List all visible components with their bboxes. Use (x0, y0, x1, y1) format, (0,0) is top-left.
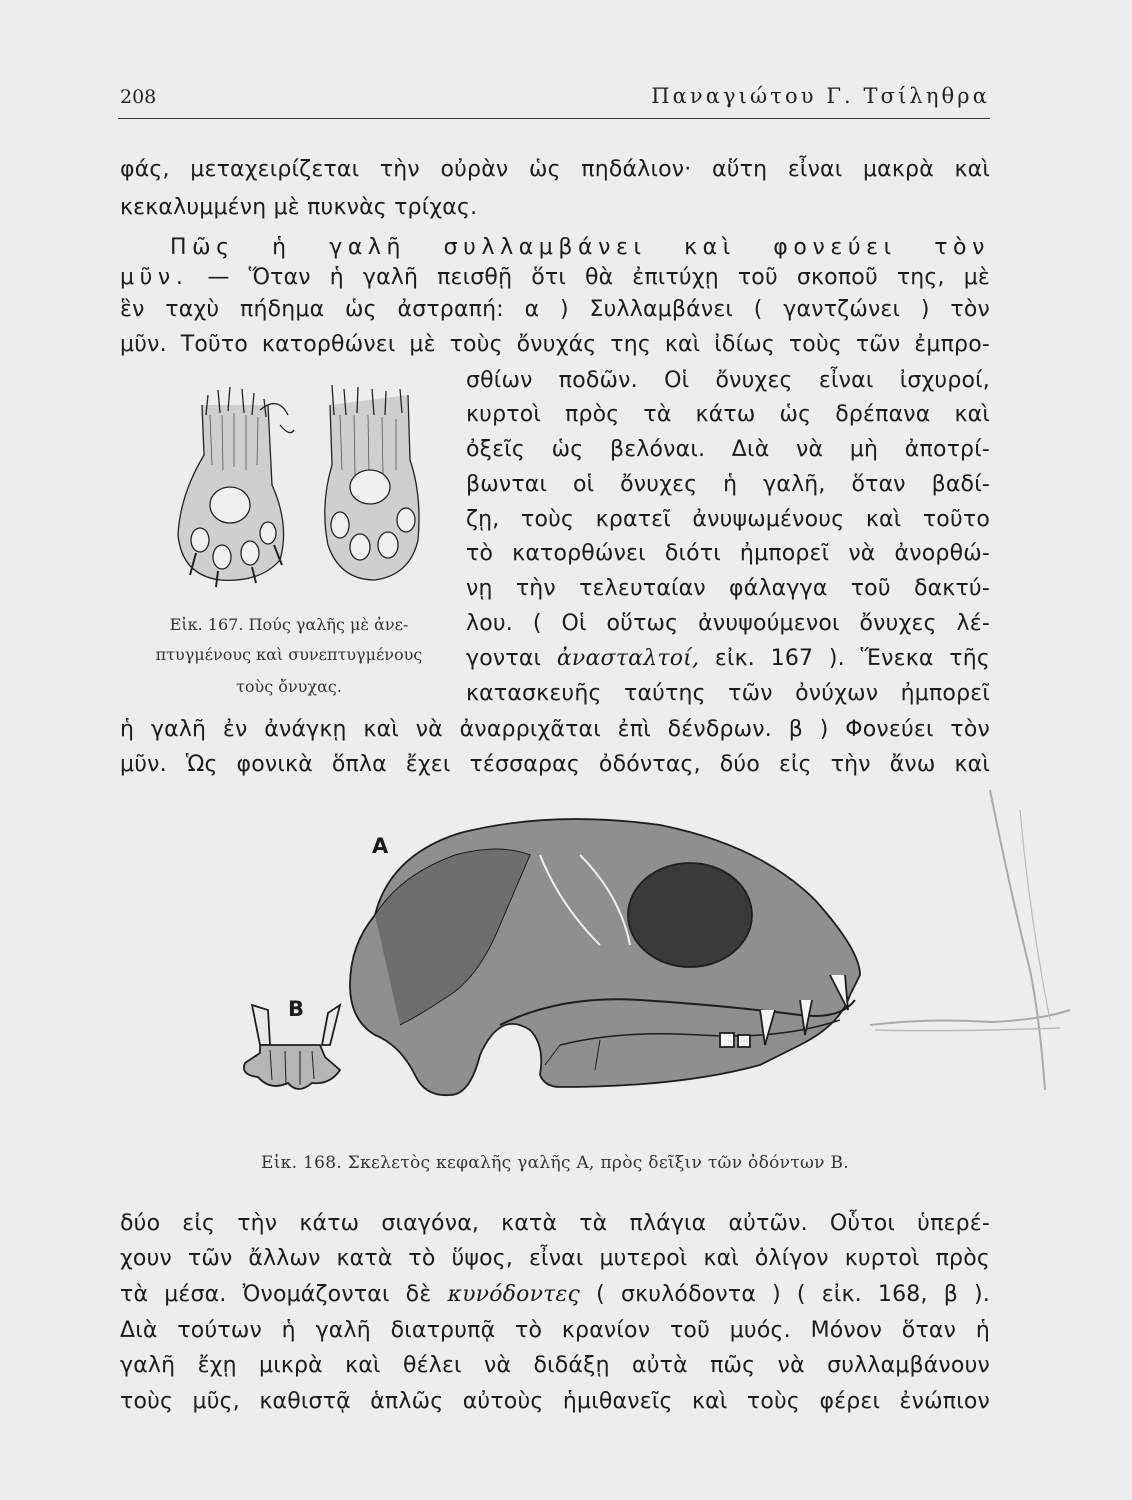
text-line: μῦν. Ὡς φονικὰ ὅπλα ἔχει τέσσαρας ὀδόντας, δύο εἰς τὴν ἄνω καὶ (120, 752, 990, 777)
figure-168-label-b: B (288, 997, 305, 1021)
figure-167-caption-line: τοὺς ὄνυχας. (236, 677, 342, 696)
text-line (120, 1281, 990, 1309)
text-line: τὸ κατορθώνει διότι ἠμπορεῖ νὰ ἀνορθώ- (466, 541, 990, 566)
section-heading: Πῶς ἡ γαλῆ συλλαμβάνει καὶ φονεύει τὸν (170, 235, 990, 260)
figure-168-label-a: A (372, 834, 389, 858)
text-line: ἓν ταχὺ πήδημα ὡς ἀστραπή: α ) Συλλαμβάνει ( γαντζώνει ) τὸν (120, 297, 990, 322)
term-italic: ἀνασταλτοί, (556, 646, 700, 671)
figure-167-caption-line: Εἰκ. 167. Πούς γαλῆς μὲ ἀνε- (169, 615, 409, 634)
figure-168-caption: Εἰκ. 168. Σκελετὸς κεφαλῆς γαλῆς Α, πρὸς δεῖξιν τῶν ὀδόντων Β. (260, 1153, 850, 1173)
section-heading-cont: μῦν. (120, 265, 189, 290)
text-line: κατασκευῆς ταύτης τῶν ὀνύχων ἠμπορεῖ (466, 681, 990, 706)
text-line: χουν τῶν ἄλλων κατὰ τὸ ὕψος, εἶναι μυτεροὶ καὶ ὀλίγον κυρτοὶ πρὸς (120, 1246, 990, 1271)
text-span: ( σκυλόδοντα ) ( εἰκ. 168, β ). (596, 1282, 990, 1307)
page-number: 208 (120, 86, 157, 108)
text-line (466, 645, 990, 673)
text-line: σθίων ποδῶν. Οἱ ὄνυχες εἶναι ἰσχυροί, (466, 368, 990, 393)
text-line: μῦν. Τοῦτο κατορθώνει μὲ τοὺς ὄνυχάς της καὶ ἰδίως τοὺς τῶν ἐμπρο- (120, 332, 990, 357)
text-span: τὰ μέσα. Ὀνομάζονται δὲ (120, 1282, 432, 1307)
header-rule (118, 118, 990, 119)
text-line (120, 264, 990, 292)
text-span: εἰκ. 167 ). Ἕνεκα τῆς (714, 646, 990, 671)
term-italic: κυνόδοντες (447, 1282, 581, 1307)
text-line: ὀξεῖς ὡς βελόναι. Διὰ νὰ μὴ ἀποτρί- (466, 437, 990, 462)
text-line: ζῃ, τοὺς κρατεῖ ἀνυψωμένους καὶ τοῦτο (466, 507, 990, 532)
text-span: γονται (466, 646, 542, 671)
text-line: Διὰ τούτων ἡ γαλῆ διατρυπᾷ τὸ κρανίον τοῦ μυός. Μόνον ὅταν ἡ (120, 1318, 990, 1343)
text-line: βωνται οἱ ὄνυχες ἡ γαλῆ, ὅταν βαδί- (466, 472, 990, 497)
text-line: τοὺς μῦς, καθιστᾷ ἁπλῶς αὐτοὺς ἡμιθανεῖς καὶ τοὺς φέρει ἐνώπιον (120, 1389, 990, 1414)
skull-a (350, 819, 860, 1095)
text-span: — Ὅταν ἡ γαλῆ πεισθῇ ὅτι θὰ ἐπιτύχῃ τοῦ σκοποῦ της, μὲ (207, 265, 990, 290)
text-line: νῃ τὴν τελευταίαν φάλαγγα τοῦ δακτύ- (466, 576, 990, 601)
figure-167-paws-illustration (160, 375, 460, 595)
figure-167-caption-line: πτυγμένους καὶ συνεπτυγμένους (155, 645, 423, 664)
pencil-scribble-mark (870, 770, 1120, 1100)
paw-claws-extended (178, 387, 294, 587)
text-line: κυρτοὶ πρὸς τὰ κάτω ὡς δρέπανα καὶ (466, 402, 990, 427)
text-line: δύο εἰς τὴν κάτω σιαγόνα, κατὰ τὰ πλάγια αὐτῶν. Οὗτοι ὑπερέ- (120, 1211, 990, 1236)
text-line: λου. ( Οἱ οὕτως ἀνυψούμενοι ὄνυχες λέ- (466, 611, 990, 636)
text-line: φάς, μεταχειρίζεται τὴν οὐρὰν ὡς πηδάλιον· αὕτη εἶναι μακρὰ καὶ (120, 157, 990, 182)
text-line: κεκαλυμμένη μὲ πυκνὰς τρίχας. (120, 195, 478, 220)
running-title: Παναγιώτου Γ. Τσίληθρα (651, 84, 990, 108)
text-line: ἡ γαλῆ ἐν ἀνάγκῃ καὶ νὰ ἀναρριχᾶται ἐπὶ δένδρων. β ) Φονεύει τὸν (120, 717, 990, 742)
figure-168-skull-illustration (200, 795, 900, 1105)
text-line: γαλῆ ἔχῃ μικρὰ καὶ θέλει νὰ διδάξῃ αὐτὰ πῶς νὰ συλλαμβάνουν (120, 1353, 990, 1378)
paw-claws-retracted (325, 385, 419, 580)
